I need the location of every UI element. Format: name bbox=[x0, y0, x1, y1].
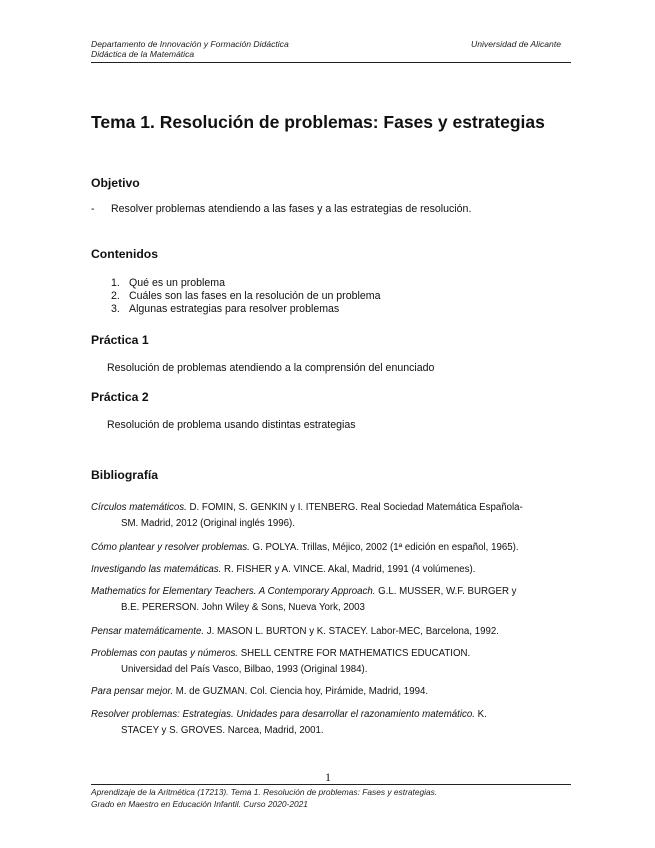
page-number: 1 bbox=[325, 770, 331, 784]
bibliography-entry bbox=[91, 584, 573, 616]
bib-title: Para pensar mejor. bbox=[91, 686, 174, 697]
bib-line-1: G. POLYA. Trillas, Méjico, 2002 (1ª edición en español, 1965). bbox=[249, 542, 519, 553]
list-item-number: 1. bbox=[111, 277, 120, 289]
list-item bbox=[111, 277, 380, 290]
bibliography-entry bbox=[91, 540, 573, 556]
bib-line-1: G.L. MUSSER, W.F. BURGER y bbox=[375, 586, 517, 597]
bibliography-entry bbox=[91, 684, 573, 700]
bib-line-2: B.E. PERERSON. John Wiley & Sons, Nueva York, 2003 bbox=[121, 602, 365, 613]
header-university: Universidad de Alicante bbox=[471, 39, 561, 49]
list-item-text: Algunas estrategias para resolver problemas bbox=[129, 303, 340, 316]
bib-line-1: D. FOMIN, S. GENKIN y I. ITENBERG. Real Sociedad Matemática Española- bbox=[186, 502, 523, 513]
bib-title: Pensar matemáticamente. bbox=[91, 626, 205, 637]
bibliography-entry bbox=[91, 562, 573, 578]
objetivo-dash: - bbox=[91, 203, 95, 215]
page-header bbox=[91, 39, 571, 63]
heading-objetivo: Objetivo bbox=[91, 176, 140, 190]
list-item bbox=[111, 303, 380, 316]
list-item-number: 3. bbox=[111, 303, 120, 316]
page-footer bbox=[91, 784, 571, 810]
bib-title: Problemas con pautas y números. bbox=[91, 648, 239, 659]
list-item-number: 2. bbox=[111, 290, 120, 303]
document-title: Tema 1. Resolución de problemas: Fases y estrategias bbox=[91, 112, 545, 132]
bib-line-1: M. de GUZMAN. Col. Ciencia hoy, Pirámide, Madrid, 1994. bbox=[173, 686, 429, 697]
heading-bibliografia: Bibliografía bbox=[91, 468, 159, 482]
bibliography-entry bbox=[91, 624, 573, 640]
bib-title: Círculos matemáticos. bbox=[91, 502, 187, 513]
bib-title: Mathematics for Elementary Teachers. A Contemporary Approach. bbox=[91, 586, 376, 597]
header-department: Departamento de Innovación y Formación Didáctica bbox=[91, 39, 289, 49]
bibliography-entry bbox=[91, 646, 573, 678]
bib-line-1: R. FISHER y A. VINCE. Akal, Madrid, 1991 (4 volúmenes). bbox=[221, 564, 476, 575]
bib-line-2: SM. Madrid, 2012 (Original inglés 1996). bbox=[121, 518, 295, 529]
objetivo-text: Resolver problemas atendiendo a las fases y a las estrategias de resolución. bbox=[111, 203, 472, 215]
bib-line-1: J. MASON L. BURTON y K. STACEY. Labor-MEC, Barcelona, 1992. bbox=[204, 626, 499, 637]
list-item bbox=[111, 290, 380, 303]
bib-title: Cómo plantear y resolver problemas. bbox=[91, 542, 250, 553]
heading-practica-1: Práctica 1 bbox=[91, 333, 149, 347]
bib-line-1: SHELL CENTRE FOR MATHEMATICS EDUCATION. bbox=[238, 648, 471, 659]
bibliography-entry bbox=[91, 500, 573, 532]
bib-line-2: Universidad del País Vasco, Bilbao, 1993 (Original 1984). bbox=[121, 664, 368, 675]
header-subject: Didáctica de la Matemática bbox=[91, 49, 195, 59]
heading-practica-2: Práctica 2 bbox=[91, 390, 149, 404]
list-item-text: Qué es un problema bbox=[129, 277, 225, 289]
bib-title: Resolver problemas: Estrategias. Unidades para desarrollar el razonamiento matemático. bbox=[91, 709, 475, 720]
contenidos-list bbox=[111, 277, 380, 317]
bib-title: Investigando las matemáticas. bbox=[91, 564, 222, 575]
bib-line-1: K. bbox=[474, 709, 487, 720]
bib-line-2: STACEY y S. GROVES. Narcea, Madrid, 2001. bbox=[121, 725, 324, 736]
bibliography-entry bbox=[91, 707, 573, 739]
practica-1-text: Resolución de problemas atendiendo a la comprensión del enunciado bbox=[107, 362, 435, 374]
list-item-text: Cuáles son las fases en la resolución de un problema bbox=[129, 290, 381, 303]
practica-2-text: Resolución de problema usando distintas estrategias bbox=[107, 419, 356, 431]
footer-line-1: Aprendizaje de la Aritmética (17213). Tema 1. Resolución de problemas: Fases y estrategias. bbox=[91, 787, 438, 797]
heading-contenidos: Contenidos bbox=[91, 247, 159, 261]
footer-line-2: Grado en Maestro en Educación Infantil. Curso 2020-2021 bbox=[91, 799, 308, 809]
